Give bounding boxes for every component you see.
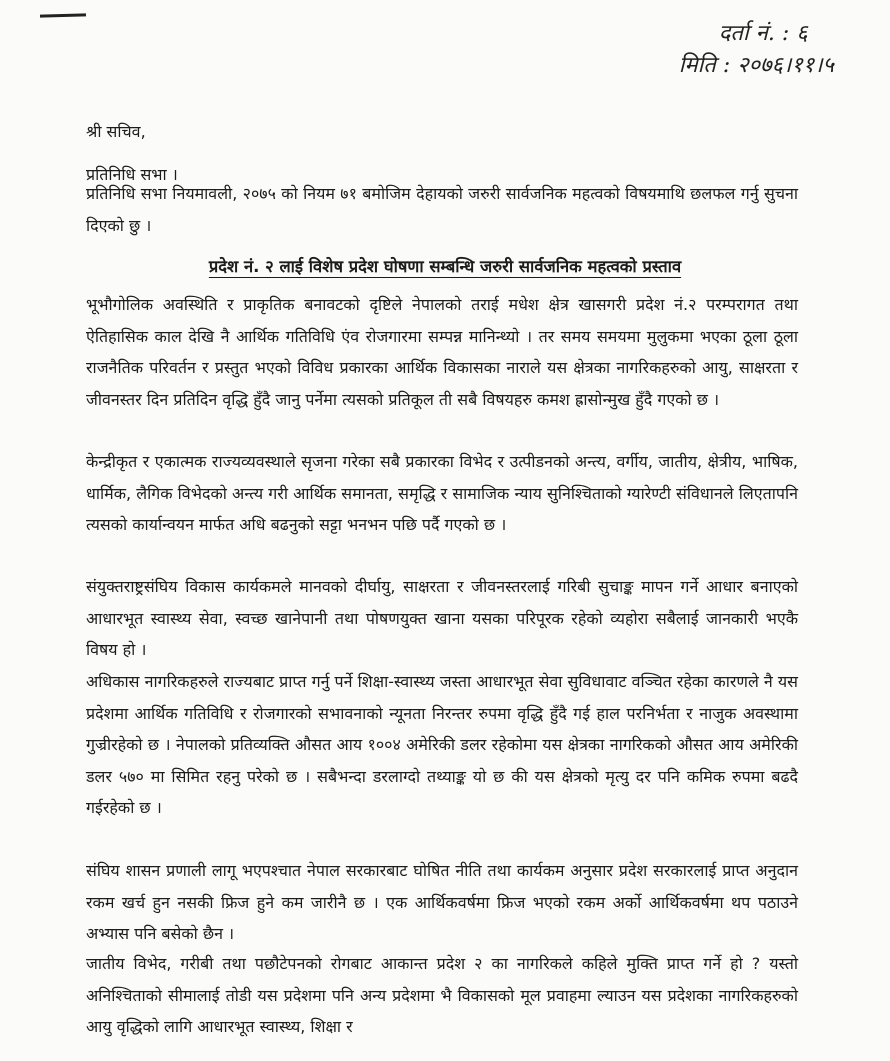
proposal-title: प्रदेश नं. २ लाई विशेष प्रदेश घोषणा सम्बन्धि जरुरी सार्वजनिक महत्वको प्रस्ताव <box>208 257 682 276</box>
paragraph-3: संयुक्तराष्ट्रसंघिय विकास कार्यकमले मानवको दीर्घायु, साक्षरता र जीवनस्तरलाई गरिबी सुचाङ्क मापन गर्ने आधार बनाएको आधारभूत स्वास्थ्य सेवा, स्वच्छ खानेपानी तथा पोषणयुक्त खाना यसका परिपूरक रहेको व्यहोरा सबैलाई जानकारी भएकै विषय हो । <box>86 577 798 659</box>
paragraph-5: संघिय शासन प्रणाली लागू भएपश्चात नेपाल सरकारबाट घोषित नीति तथा कार्यकम अनुसार प्रदेश सरकारलाई प्राप्त अनुदान रकम खर्च हुन नसकी फ्रिज हुने कम जारीनै छ । एक आर्थिकवर्षमा फ्रिज भएको रकम अर्को आर्थिकवर्षमा थप पठाउने अभ्यास पनि बसेको छैन । <box>86 861 798 943</box>
intro-paragraph: प्रतिनिधि सभा नियमावली, २०७५ को नियम ७१ बमोजिम देहायको जरुरी सार्वजनिक महत्वको विषयमाथि छलफल गर्नु सुचना दिएको छु । <box>86 184 798 235</box>
registration-number: दर्ता नं. : ६ <box>718 21 808 46</box>
addressee-office: प्रतिनिधि सभा । <box>86 165 178 184</box>
paragraph-2: केन्द्रीकृत र एकात्मक राज्यव्यवस्थाले सृजना गरेका सबै प्रकारका विभेद र उत्पीडनको अन्त्य, वर्गीय, जातीय, क्षेत्रीय, भाषिक, धार्मिक, लैगिक विभेदको अन्त्य गरी आर्थिक समानता, समृद्धि र सामाजिक न्याय सुनिश्चिताको ग्यारेण्टी संविधानले लिएतापनि त्यसको कार्यान्वयन मार्फत अधि बढनुको सट्टा भनभन पछि पर्दै गएको छ । <box>86 452 798 534</box>
dash-mark <box>40 13 86 17</box>
registration-date: मिति : २०७६।११।५ <box>678 53 834 78</box>
addressee-line: श्री सचिव, <box>86 122 146 141</box>
paragraph-4: अधिकास नागरिकहरुले राज्यबाट प्राप्त गर्नु पर्ने शिक्षा-स्वास्थ्य जस्ता आधारभूत सेवा सुविधावाट वञ्चित रहेका कारणले नै यस प्रदेशमा आर्थिक गतिविधि र रोजगारको सभावनाको न्यूनता निरन्तर रुपमा वृद्धि हुँदै गई हाल परनिर्भता र नाजुक अवस्थामा गुज्रीरहेको छ । नेपालको प्रतिव्यक्ति औसत आय १००४ अमेरिकी डलर रहेकोमा यस क्षेत्रका नागरिकको औसत आय अमेरिकी डलर ५७० मा सिमित रहनु परेको छ । सबैभन्दा डरलाग्दो तथ्याङ्क यो छ की यस क्षेत्रको मृत्यु दर पनि कमिक रुपमा बढदै गईरहेको छ । <box>86 672 798 817</box>
paragraph-6: जातीय विभेद, गरीबी तथा पछौटेपनको रोगबाट आकान्त प्रदेश २ का नागरिकले कहिले मुक्ति प्राप्त गर्ने हो ? यस्तो अनिश्चिताको सीमालाई तोडी यस प्रदेशमा पनि अन्य प्रदेशमा भै विकासको मूल प्रवाहमा ल्याउन यस प्रदेशका नागरिकहरुको आयु वृद्धिको लागि आधारभूत स्वास्थ्य, शिक्षा र <box>86 954 798 1036</box>
handwritten-registration-note <box>678 18 834 82</box>
paragraph-1: भूभौगोलिक अवस्थिति र प्राकृतिक बनावटको दृष्टिले नेपालको तराई मधेश क्षेत्र खासगरी प्रदेश नं.२ परम्परागत तथा ऐतिहासिक काल देखि नै आर्थिक गतिविधि एंव रोजगारमा सम्पन्न मानिन्थ्यो । तर समय समयमा मुलुकमा भएका ठूला ठूला राजनैतिक परिवर्तन र प्रस्तुत भएको विविध प्रकारका आर्थिक विकासका नाराले यस क्षेत्रका नागरिकहरुको आयु, साक्षरता र जीवनस्तर दिन प्रतिदिन वृद्धि हुँदै जानु पर्नेमा त्यसको प्रतिकूल ती सबै विषयहरु कमश ह्रासोन्मुख हुँदै गएको छ । <box>86 295 798 409</box>
